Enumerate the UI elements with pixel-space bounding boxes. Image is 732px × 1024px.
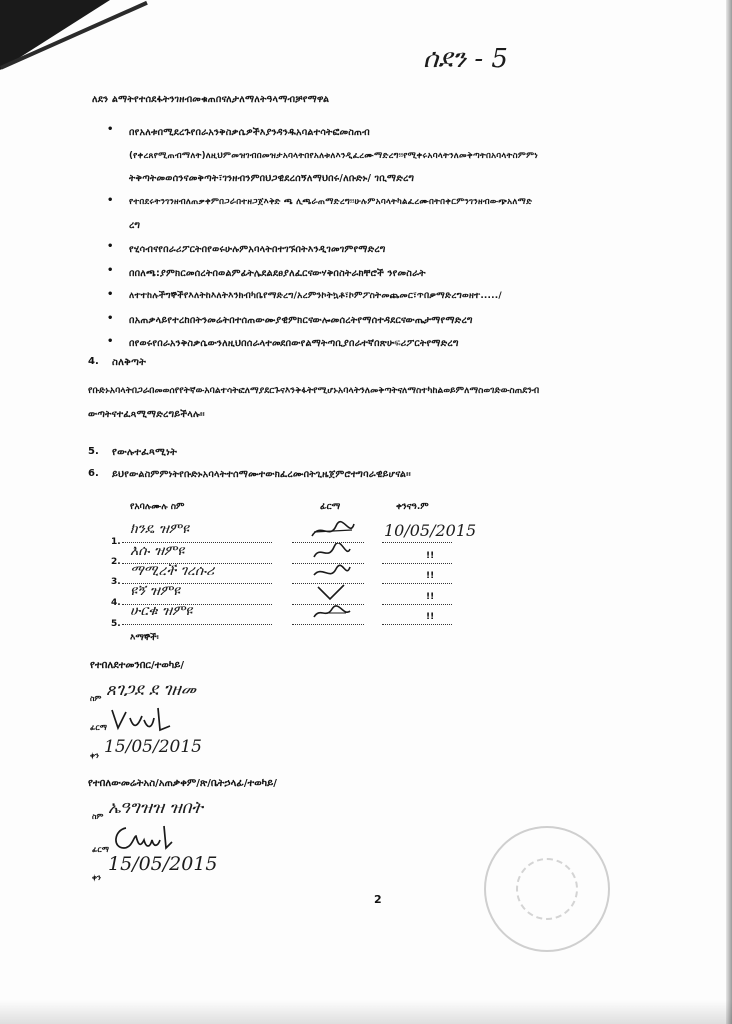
bullet-marker: • [107,313,114,324]
signature-scribble [110,822,180,854]
receiver-date-label: ቀን [90,751,99,760]
bullet-text-cont: ረግ [129,220,141,231]
signature-scribble [312,563,352,583]
date-line [382,542,452,543]
bullet-text: ለተተከሉችግኞችየእለትከእለትእንክብካቤየማድረግ/አረምንኮትኳቶ፣ኮምፖስትመጨመር፣ጥበቃማድረግወዘተ...../ [129,291,502,301]
bullet-marker: • [107,195,114,206]
row-number: 2. [111,557,121,567]
signature-line [292,624,364,625]
section-number: 4. [88,356,99,367]
page-number: 2 [374,893,382,906]
date-line [382,624,452,625]
official-name-label: ስም [92,812,104,821]
section-title: ይህየውልስምምነትየቡድኑአባላትተሰማሙተውክፈረሙበትጊዜጀምሮተግባራዊይሆናል፡፡ [112,469,411,480]
official-date-label: ቀን [92,873,101,882]
bullet-marker: • [107,289,114,300]
intro-line: ለደን ልማትየተሰደፋትንገዘብመቁጠበናለታለማለትዓላማብቻየማዋል [92,94,330,105]
bullet-text: በየአለቱበሚደረጉየበራአንቅስቃሴዎችእያንዳንዱአባልተሳትፎመስጠብ [129,127,370,138]
signature-scribble [314,583,350,603]
receiver-name-label: ስም [90,694,102,703]
bullet-text: በበለጫ:ያምክርመሰረትበወልምፊትሌደልደፀያለፈርናውሃቅበስትራክቸሮች ንየመስራት [129,268,426,279]
penalty-text: የቡድኑአባላትበጋራበመወሰየየትኛውአባልተሳትፎለማያደርጉናእንቅፋትየሚሆኑአባላትንለመቅጣትናለማስተካከልወይምለማስወገድውስጠደንብ [88,386,540,396]
receiver-title: የተበለደተመንበር/ተወካይ/ [90,660,185,671]
bullet-marker: • [107,336,114,347]
handwritten-page-reference: ሰደን - 5 [423,44,508,74]
official-title: የተበለውመሬትአስ/አጠቃቀም/ጽ/ቤትኃላፊ/ተወካይ/ [88,778,277,789]
official-date-value: 15/05/2015 [108,853,218,875]
signature-scribble [312,603,352,623]
row-number: 4. [111,598,121,608]
member-name: ዩኝ ዝምዩ [130,583,180,599]
bullet-text: በየወሩየበራአንቅስቃሴውንለዚህበሰራላተመደበውየልማትጣቢያበራተኛበጽሁፍሪፖርትየማድረግ [129,338,459,349]
section-number: 6. [88,468,99,479]
ditto-mark: !! [426,551,435,561]
signature-scribble [108,704,178,734]
date-line [382,604,452,605]
ditto-mark: !! [426,571,435,581]
receiver-sign-label: ፊርማ [90,723,107,732]
receiver-signature [108,704,178,738]
member-name: ክንዴ ዝምዩ [130,521,189,537]
receiver-date-value: 15/05/2015 [104,737,202,757]
section-number: 5. [88,446,99,457]
date-line [382,583,452,584]
row-number: 5. [111,619,121,629]
row-number: 3. [111,577,121,587]
ditto-mark: !! [426,612,435,622]
official-sign-label: ፊርማ [92,845,109,854]
member-date: 10/05/2015 [384,521,477,540]
bullet-text: በአጠቃላይየተረከበትንመሬትበተሰጠውሙያዊምክርናውሎመሰረትየማሰተዳደርናውጤታማየማድረግ [129,315,473,326]
member-name: ማሚረች ገረሱሪ [130,563,215,579]
section-title: ስለቅጣት [112,357,147,368]
bullet-text: የሂሳብናየበራሪፖርትበየወሩሁሉምአባላትበተገኙበትእንዲገመገምየማድረግ [129,244,386,255]
bullet-text: የተበደሩትንገንዘብለጠቃቀምበጋራበተዘጋጀእቅድ ጫ ሊጫራጠማድረግ፡፡ሁሉምአባላትካልፈረሙበትበቀርምንገንዘብውጭአለማድ [129,197,533,207]
signature-scribble [310,520,356,542]
stamp-inner-ring [516,858,578,920]
member-name: እሱ ዝምዩ [130,543,185,559]
date-line [382,563,452,564]
column-header-signature: ፊርማ [320,502,341,512]
bottom-shadow [0,1000,732,1024]
column-header-name: የአባሉሙሉ ስም [130,502,185,512]
section-title: የውሉተፈጻሚነት [112,447,178,458]
member-name: ሁርቁ ዝምዩ [130,603,193,619]
ditto-mark: !! [426,592,435,602]
faded-office-stamp [484,826,610,952]
bullet-marker: • [107,265,114,276]
page-edge-shadow [726,0,732,1024]
bullet-text-cont: ትቅጣትመወሰንናመቅጣት፣ገንዘብንምበህጋዊደረሰኝለማህበሩ/ለቡድኑ/ ገቢማድረግ [129,173,415,184]
signature-scribble [312,543,352,563]
name-line [122,624,272,625]
row-number: 1. [111,537,121,547]
witnesses-label: እማኞች፡ [130,633,159,643]
bullet-text-cont: (የቀረጸየሚጠብማለት)ለዚህምመዝገብበመዝታአባላትበየአለቱለእንዲፈረሙማድረግ፡፡የሚቀሩአባላትንለመቅጣትበአባላትስምምነ [129,151,538,161]
penalty-text-cont: ውጣትናተፈጻሚማድረግይችላሉ፡፡ [88,409,205,420]
official-name-value: ኤዓግዝዝ ዝበት [108,798,203,818]
receiver-name-value: ጸገጋደ ደ ገዘመ [106,680,196,700]
bullet-marker: • [107,241,114,252]
column-header-date: ቀንናዓ.ም [396,502,429,512]
bullet-marker: • [107,124,114,135]
